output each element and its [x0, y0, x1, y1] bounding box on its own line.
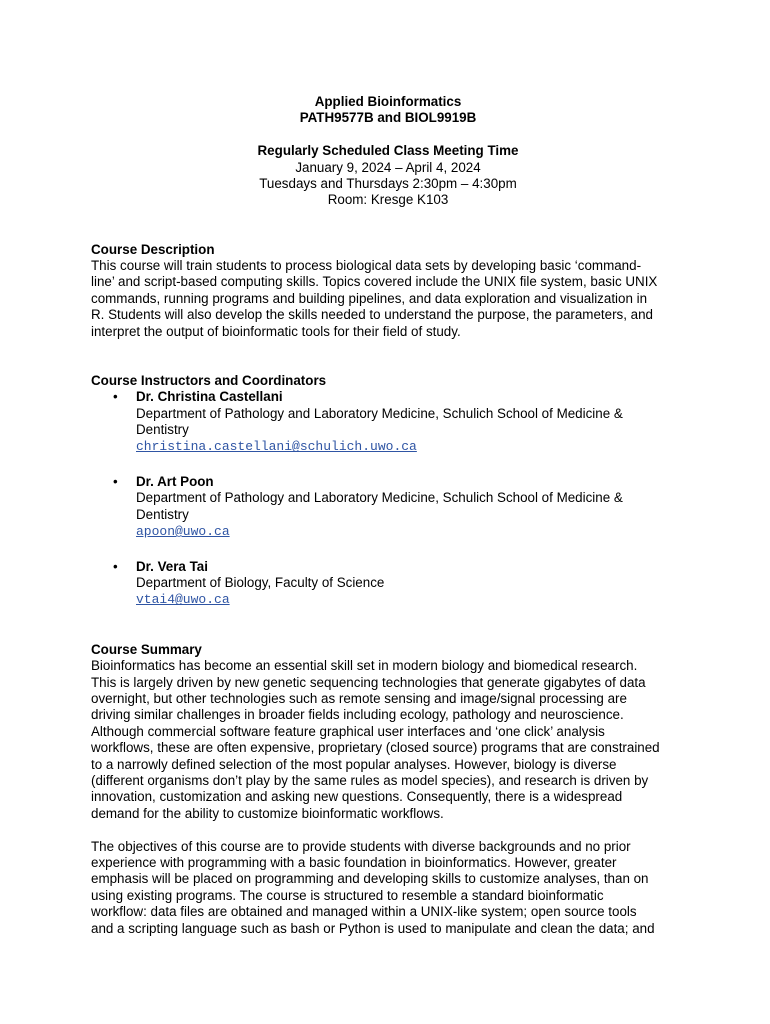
summary-line: experience with programming with a basic foundation in bioinformatics. However, greater [91, 855, 617, 870]
summary-line: driving similar challenges in broader fields including ecology, pathology and neuroscience. [91, 707, 624, 723]
summary-line: demand for the ability to customize bioinformatic workflows. [91, 805, 444, 821]
summary-line: innovation, customization and asking new questions. Consequently, there is a widespread [91, 789, 623, 805]
instructors-heading: Course Instructors and Coordinators [91, 372, 327, 388]
instructor-item [91, 389, 685, 456]
summary-line: workflows, these are often expensive, proprietary (closed source) programs that are constrained [91, 740, 660, 756]
summary-line: emphasis will be placed on programming and developing skills to customize analyses, than on [91, 871, 649, 887]
bullet-icon: • [113, 389, 118, 405]
instructor-affiliation: Department of Pathology and Laboratory Medicine, Schulich School of Medicine & [136, 490, 623, 506]
description-line: line’ and script-based computing skills. Topics covered include the UNIX file system, basic UNIX [91, 274, 658, 290]
summary-line: Although commercial software feature graphical user interfaces and ‘one click’ analysis [91, 723, 605, 739]
summary-line: This is largely driven by new genetic sequencing technologies that generate gigabytes of data [91, 674, 646, 690]
course-codes: PATH9577B and BIOL9919B [299, 110, 477, 126]
meeting-heading: Regularly Scheduled Class Meeting Time [257, 143, 519, 159]
document-page [91, 94, 685, 937]
instructor-email-link[interactable]: christina.castellani@schulich.uwo.ca [136, 439, 417, 455]
bullet-icon: • [113, 473, 118, 489]
summary-heading: Course Summary [91, 641, 202, 657]
summary-line: to a narrowly defined selection of the most popular analyses. However, biology is diverse [91, 756, 617, 772]
instructor-list [91, 389, 685, 608]
course-title: Applied Bioinformatics [314, 94, 462, 109]
summary-line: The objectives of this course are to provide students with diverse backgrounds and no prior [91, 838, 631, 854]
instructor-item [91, 559, 685, 609]
list-spacer [91, 541, 685, 559]
meeting-days-times: Tuesdays and Thursdays 2:30pm – 4:30pm [259, 176, 517, 192]
summary-paragraph-1 [91, 658, 685, 822]
summary-line: using existing programs. The course is structured to resemble a standard bioinformatic [91, 887, 604, 903]
description-line: interpret the output of bioinformatic tools for their field of study. [91, 323, 461, 339]
instructor-name: Dr. Christina Castellani [136, 389, 283, 405]
instructor-affiliation: Department of Pathology and Laboratory Medicine, Schulich School of Medicine & [136, 405, 623, 421]
instructor-affiliation: Department of Biology, Faculty of Science [136, 574, 385, 590]
description-line: This course will train students to process biological data sets by developing basic ‘command- [91, 258, 642, 274]
summary-paragraph-2 [91, 839, 685, 937]
description-line: commands, running programs and building pipelines, and data exploration and visualization in [91, 290, 648, 306]
list-spacer [91, 456, 685, 474]
meeting-dates: January 9, 2024 – April 4, 2024 [295, 159, 481, 175]
instructor-affiliation-cont: Dentistry [136, 422, 189, 438]
summary-line: Bioinformatics has become an essential skill set in modern biology and biomedical research. [91, 658, 638, 674]
instructor-name: Dr. Vera Tai [136, 558, 208, 574]
instructor-name: Dr. Art Poon [136, 473, 214, 489]
description-text [91, 258, 685, 340]
description-line: R. Students will also develop the skills needed to understand the purpose, the parameters, and [91, 307, 654, 323]
summary-line: (different organisms don’t play by the same rules as model species), and research is driven by [91, 772, 649, 788]
instructor-email-link[interactable]: vtai4@uwo.ca [136, 592, 230, 608]
instructor-email-link[interactable]: apoon@uwo.ca [136, 524, 230, 540]
summary-line: overnight, but other technologies such as remote sensing and image/signal processing are [91, 690, 627, 706]
meeting-room: Room: Kresge K103 [327, 192, 449, 208]
instructor-affiliation-cont: Dentistry [136, 506, 189, 522]
bullet-icon: • [113, 558, 118, 574]
summary-line: and a scripting language such as bash or Python is used to manipulate and clean the data; and [91, 920, 655, 936]
instructor-item [91, 474, 685, 541]
summary-line: workflow: data files are obtained and managed within a UNIX-like system; open source tools [91, 904, 637, 920]
description-heading: Course Description [91, 241, 215, 257]
